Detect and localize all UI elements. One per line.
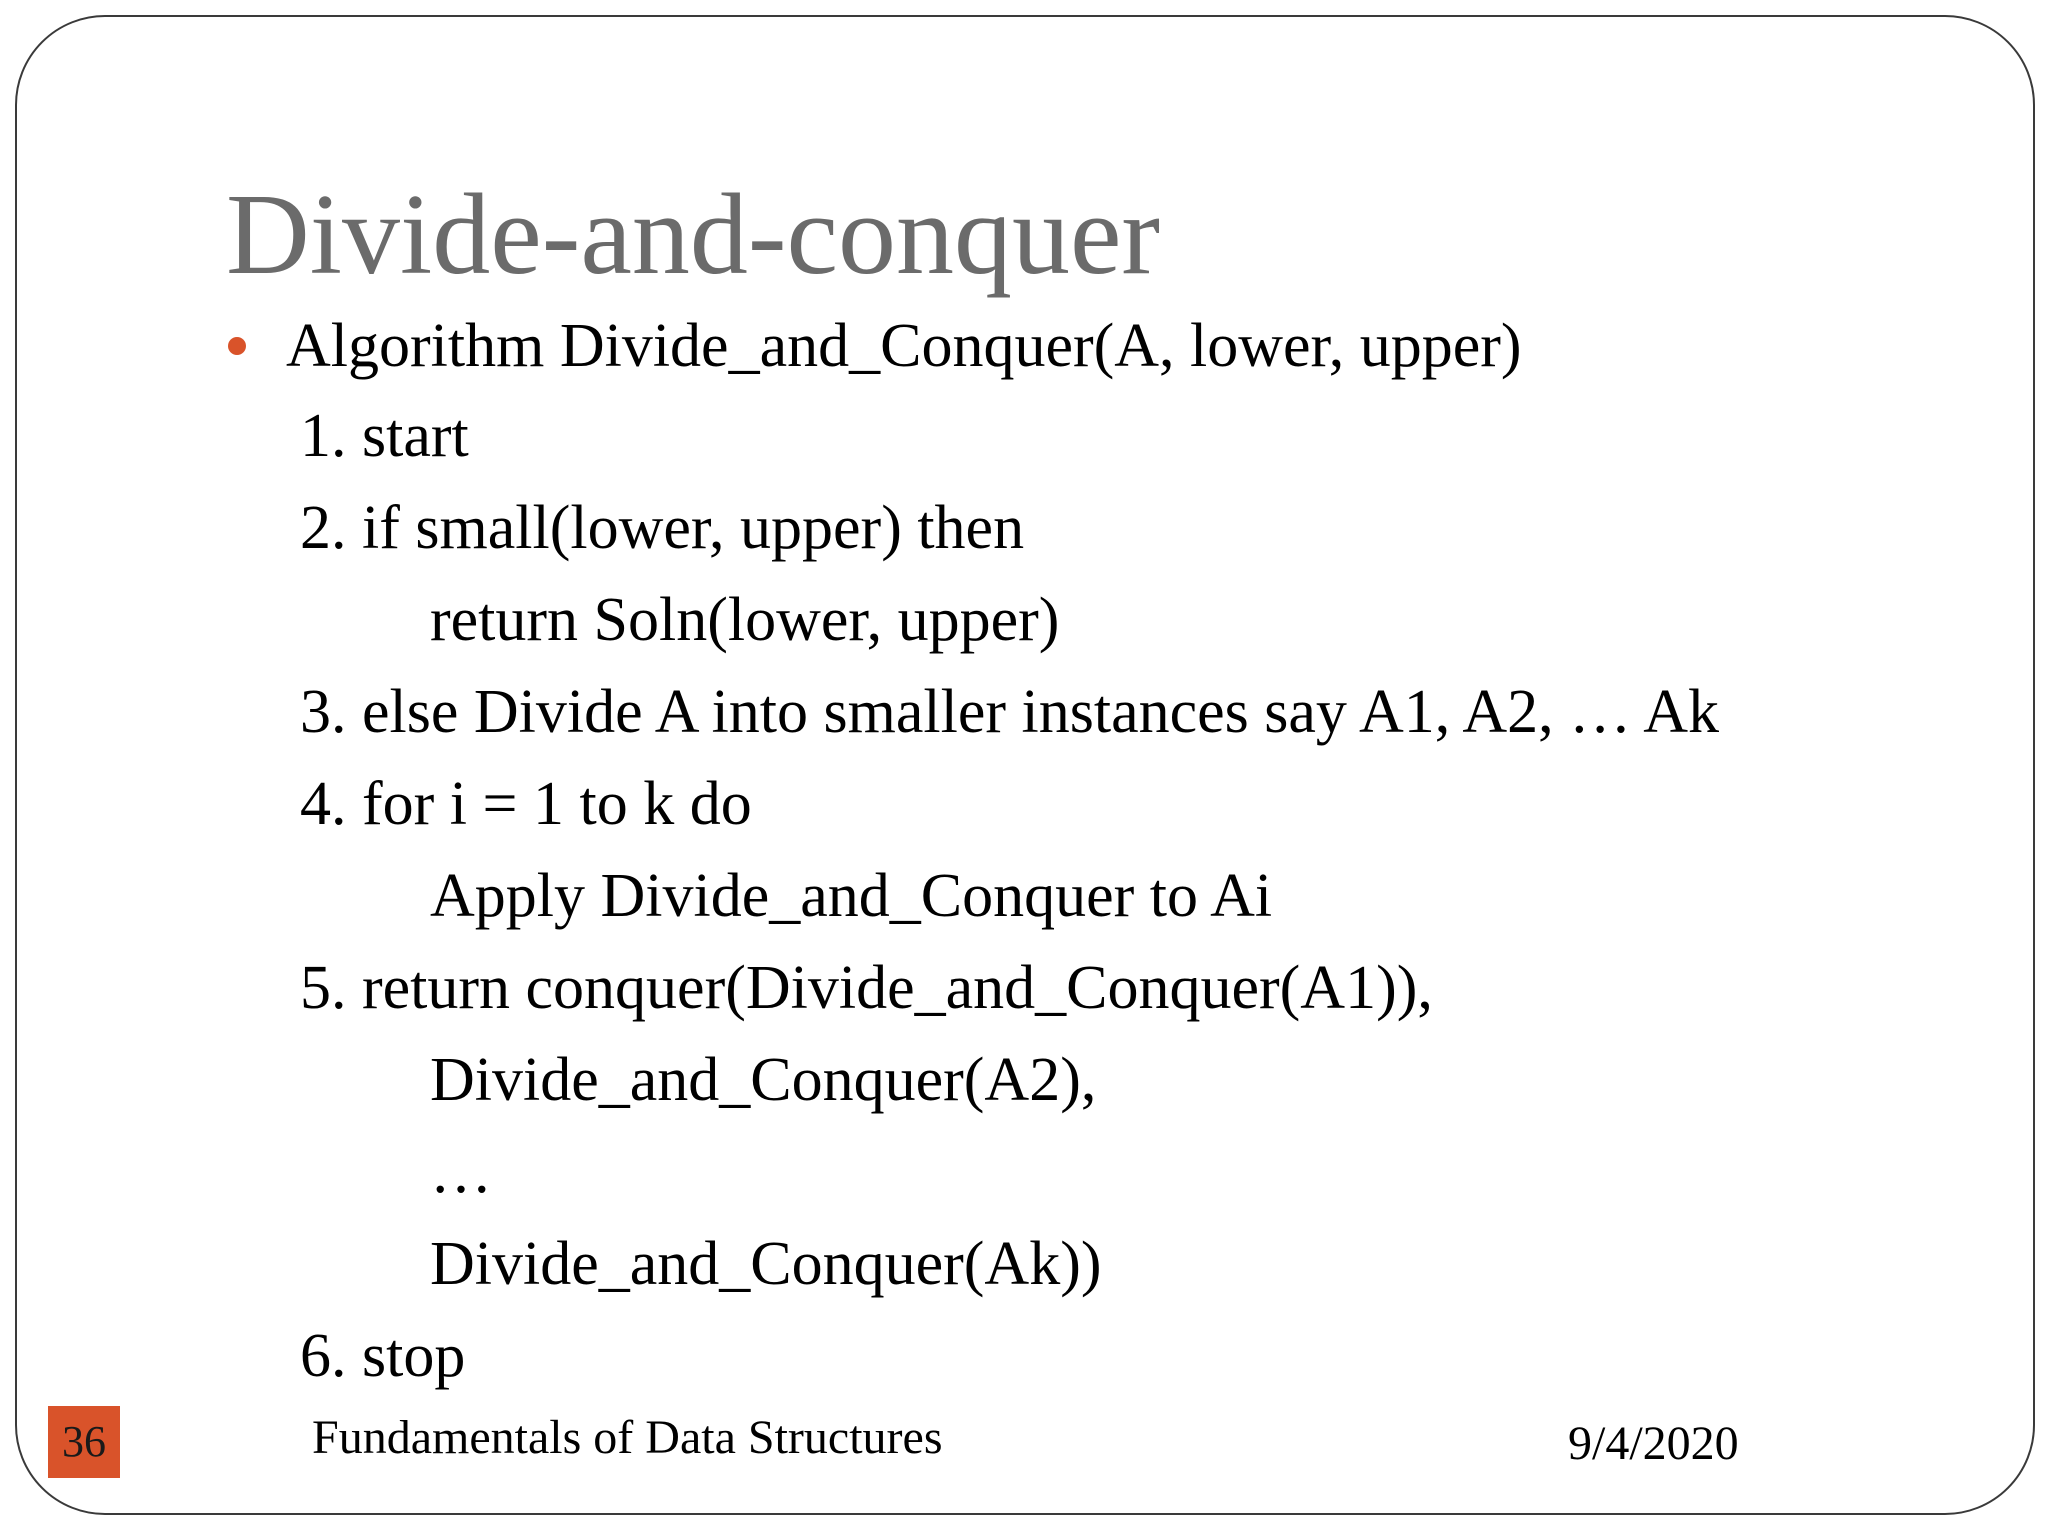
- algorithm-steps: [300, 390, 1719, 1402]
- footer-course-title: Fundamentals of Data Structures: [312, 1411, 943, 1464]
- step-line: …: [430, 1138, 492, 1206]
- step-line: 1. start: [300, 402, 469, 470]
- step-line: 3. else Divide A into smaller instances say A1, A2, … Ak: [300, 678, 1719, 746]
- step-line: 4. for i = 1 to k do: [300, 770, 752, 838]
- footer-date: 9/4/2020: [1568, 1417, 1739, 1470]
- slide-number: 36: [48, 1406, 120, 1478]
- step-line: Apply Divide_and_Conquer to Ai: [430, 862, 1273, 930]
- step-line: 5. return conquer(Divide_and_Conquer(A1)),: [300, 954, 1433, 1022]
- step-line: Divide_and_Conquer(Ak)): [430, 1230, 1102, 1298]
- step-line: return Soln(lower, upper): [430, 586, 1060, 654]
- bullet-dot-icon: [228, 337, 246, 355]
- slide-title: Divide-and-conquer: [226, 171, 1161, 299]
- step-line: Divide_and_Conquer(A2),: [430, 1046, 1097, 1114]
- step-line: 2. if small(lower, upper) then: [300, 494, 1025, 562]
- bullet-item: [226, 306, 1522, 386]
- step-line: 6. stop: [300, 1322, 466, 1390]
- bullet-text: Algorithm Divide_and_Conquer(A, lower, upper): [286, 312, 1522, 380]
